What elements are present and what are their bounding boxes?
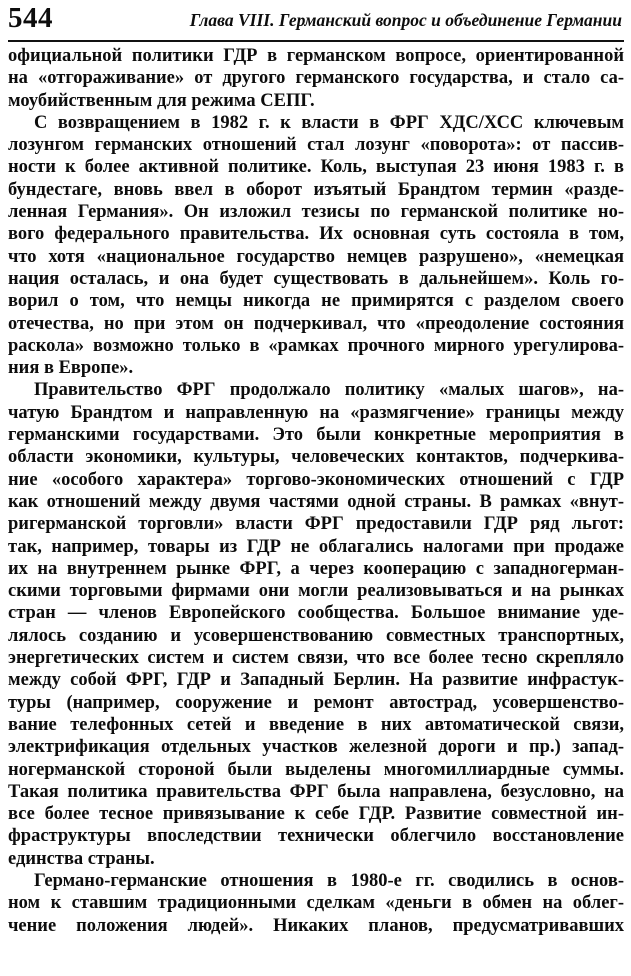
paragraph <box>8 870 624 937</box>
text-line: стран — членов Европейского сообщества. Большое внимание уде- <box>8 603 624 624</box>
text-line: С возвращением в 1982 г. к власти в ФРГ ХДС/ХСС ключевым <box>34 112 624 133</box>
text-line: ности к более активной политике. Коль, выступая 23 июня 1983 г. в <box>8 157 624 178</box>
text-line: нация осталась, и она будет существовать в дальнейшем». Коль го- <box>8 268 624 289</box>
text-line: скими торговыми фирмами они могли реализовываться и на рынках <box>8 581 624 602</box>
header-rule <box>8 40 624 42</box>
page-number: 544 <box>8 2 53 34</box>
text-line: ния в Европе». <box>8 358 134 379</box>
text-line: раскола» возможно только в «рамках прочного мирного урегулирова- <box>8 335 624 356</box>
text-line: германскими государствами. Это были конкретные мероприятия в <box>8 425 624 446</box>
text-line: единства страны. <box>8 848 155 869</box>
text-line: моубийственным для режима СЕПГ. <box>8 90 315 111</box>
text-line: бундестаге, вновь ввел в оборот изъятый Брандтом термин «разде- <box>8 179 624 200</box>
page-header <box>8 4 624 38</box>
text-line: ленная Германия». Он изложил тезисы по германской политике но- <box>8 202 624 223</box>
text-line: ворил о том, что немцы никогда не примирятся с разделом своего <box>8 291 624 312</box>
paragraph <box>8 112 624 380</box>
text-line: официальной политики ГДР в германском вопросе, ориентированной <box>8 46 624 66</box>
text-line: вание телефонных сетей и введение в них автоматической связи, <box>8 714 624 735</box>
text-line: ние «особого характера» торгово-экономических отношений с ГДР <box>8 469 624 490</box>
running-head: Глава VIII. Германский вопрос и объединение Германии <box>189 10 622 30</box>
text-line: туры (например, сооружение и ремонт автострад, усовершенство- <box>8 692 624 713</box>
paragraph <box>8 379 624 870</box>
text-line: ногерманской стороной были выделены многомиллиардные суммы. <box>8 759 624 780</box>
text-line: электрификация отдельных участков железной дороги и пр.) запад- <box>8 737 624 758</box>
body-text <box>8 45 624 937</box>
text-line: ригерманской торговли» власти ФРГ предоставили ГДР ряд льгот: <box>8 514 624 535</box>
text-line: области экономики, культуры, человеческих контактов, подчеркива- <box>8 447 624 468</box>
text-line: что хотя «национальное государство немцев разрушено», «немецкая <box>8 246 624 267</box>
text-line: Правительство ФРГ продолжало политику «малых шагов», на- <box>34 380 624 401</box>
text-line: лозунгом германских отношений стал лозунг «поворота»: от пассив- <box>8 135 624 156</box>
text-line: ном к ставшим традиционными сделкам «деньги в обмен на облег- <box>8 893 624 914</box>
text-line: чатую Брандтом и направленную на «размягчение» границы между <box>8 402 624 423</box>
text-line: их на внутреннем рынке ФРГ, а через кооперацию с западногерман- <box>8 558 624 579</box>
text-line: фраструктуры впоследствии технически облегчило восстановление <box>8 826 624 847</box>
text-line: чение положения людей». Никаких планов, предусматривавших <box>8 915 624 936</box>
text-line: вого федерального правительства. Их основная суть состояла в том, <box>8 224 624 245</box>
text-line: Такая политика правительства ФРГ была направлена, безусловно, на <box>8 781 624 802</box>
text-line: так, например, товары из ГДР не облагались налогами при продаже <box>8 536 624 557</box>
text-line: лялось созданию и усовершенствованию совместных транспортных, <box>8 625 624 646</box>
text-line: на «отгораживание» от другого германского государства, и стало са- <box>8 68 624 89</box>
text-line: Германо-германские отношения в 1980-е гг. сводились в основ- <box>34 870 624 891</box>
text-line: между собой ФРГ, ГДР и Западный Берлин. На развитие инфрастук- <box>8 670 624 691</box>
text-line: энергетических систем и систем связи, что все более тесно скрепляло <box>8 648 624 669</box>
paragraph <box>8 45 624 112</box>
text-line: все более тесное привязывание к себе ГДР. Развитие совместной ин- <box>8 804 624 825</box>
text-line: как отношений между двумя частями одной страны. В рамках «внут- <box>8 491 624 512</box>
text-line: отечества, но при этом он подчеркивал, что «преодоление состояния <box>8 313 624 334</box>
